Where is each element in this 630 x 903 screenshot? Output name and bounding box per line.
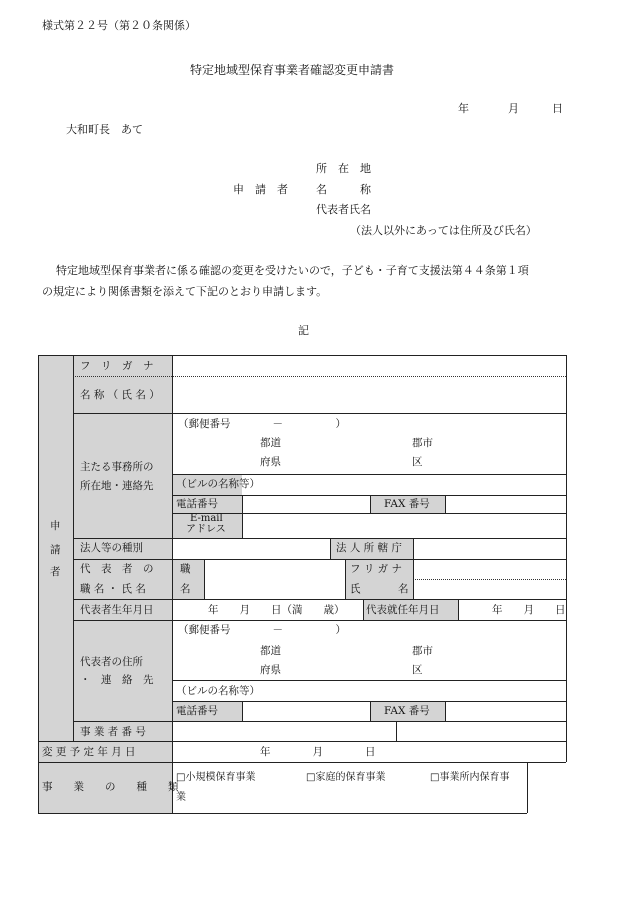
postal-code-field[interactable]: （郵便番号 － ） bbox=[178, 418, 346, 430]
rep-fuken-label: 府県 bbox=[260, 664, 281, 676]
rep-building-label: （ビルの名称等） bbox=[176, 685, 260, 697]
birth-date-field[interactable]: 年 月 日（満 歳） bbox=[208, 604, 345, 616]
fax-label: FAX 番号 bbox=[384, 498, 430, 510]
rep-address-label-1: 代表者の住所 bbox=[80, 656, 143, 668]
email-label-1: E-mail bbox=[190, 513, 223, 524]
birth-date-label: 代表者生年月日 bbox=[80, 604, 154, 616]
appointed-date-label: 代表就任年月日 bbox=[366, 604, 440, 616]
form-number: 様式第２２号（第２０条関係） bbox=[42, 19, 196, 32]
business-type-label: 事 業 の 種 類 bbox=[42, 781, 179, 793]
rep-fax-label: FAX 番号 bbox=[384, 705, 430, 717]
side-label-3: 者 bbox=[50, 566, 61, 578]
office-label-2: 所在地・連絡先 bbox=[80, 480, 154, 492]
rep-label-1: 代 表 者 の bbox=[80, 563, 154, 575]
rep-ku-label: 区 bbox=[412, 664, 423, 676]
ku-label: 区 bbox=[412, 456, 423, 468]
rep-tel-label: 電話番号 bbox=[176, 705, 218, 717]
representative-label: 代表者氏名 bbox=[316, 203, 371, 216]
rep-label-2: 職 名 ・ 氏 名 bbox=[80, 583, 146, 595]
address-label: 所 在 地 bbox=[316, 162, 371, 175]
business-number-label: 事 業 者 番 号 bbox=[80, 726, 146, 738]
rep-address-label-2: ・ 連 絡 先 bbox=[80, 674, 154, 686]
tel-label: 電話番号 bbox=[176, 498, 218, 510]
rep-postal-code-field[interactable]: （郵便番号 － ） bbox=[178, 624, 346, 636]
applicant-label: 申 請 者 bbox=[233, 183, 288, 196]
email-label-2: アドレス bbox=[186, 524, 226, 535]
ki-heading: 記 bbox=[298, 324, 309, 337]
change-date-field[interactable]: 年 月 日 bbox=[260, 746, 376, 758]
option-home-based-checkbox[interactable]: □家庭的保育事業 bbox=[306, 772, 386, 783]
side-label-1: 申 bbox=[50, 520, 61, 532]
date-year: 年 bbox=[458, 102, 469, 115]
fuken-label: 府県 bbox=[260, 456, 281, 468]
change-date-label: 変 更 予 定 年 月 日 bbox=[42, 746, 136, 758]
body-line-1: 特定地域型保育事業者に係る確認の変更を受けたいので，子ども・子育て支援法第４４条第１項 bbox=[56, 264, 529, 277]
corp-office-label: 法 人 所 轄 庁 bbox=[336, 542, 402, 554]
todo-label: 都道 bbox=[260, 437, 281, 449]
name-field-label: 名 称 （ 氏 名 ） bbox=[80, 389, 160, 401]
appointed-date-field[interactable]: 年 月 日 bbox=[492, 604, 566, 616]
page-title: 特定地域型保育事業者確認変更申請書 bbox=[190, 63, 395, 77]
non-corporate-note: （法人以外にあっては住所及び氏名） bbox=[350, 224, 537, 237]
office-label-1: 主たる事務所の bbox=[80, 461, 154, 473]
option-small-scale-checkbox[interactable]: □小規模保育事業 bbox=[176, 772, 256, 783]
mei-label: 名 bbox=[180, 583, 191, 595]
option-workplace-continuation: 業 bbox=[176, 792, 186, 803]
shoku-label: 職 bbox=[180, 563, 191, 575]
rep-furigana-label: フ リ ガ ナ bbox=[350, 563, 403, 575]
corp-type-label: 法人等の種別 bbox=[80, 542, 143, 554]
furigana-label: フ リ ガ ナ bbox=[80, 360, 154, 372]
rep-todo-label: 都道 bbox=[260, 645, 281, 657]
addressee: 大和町長 あて bbox=[66, 123, 143, 136]
option-workplace-checkbox[interactable]: □事業所内保育事 bbox=[430, 772, 510, 783]
side-label-2: 請 bbox=[50, 544, 61, 556]
building-label: （ビルの名称等） bbox=[176, 478, 260, 490]
date-day: 日 bbox=[552, 102, 563, 115]
date-month: 月 bbox=[508, 102, 519, 115]
name-label: 名 称 bbox=[316, 183, 371, 196]
rep-gunshi-label: 郡市 bbox=[412, 645, 433, 657]
mei2-label: 名 bbox=[398, 583, 409, 595]
body-line-2: の規定により関係書類を添えて下記のとおり申請します。 bbox=[42, 285, 328, 298]
gunshi-label: 郡市 bbox=[412, 437, 433, 449]
shi-label: 氏 bbox=[350, 583, 361, 595]
